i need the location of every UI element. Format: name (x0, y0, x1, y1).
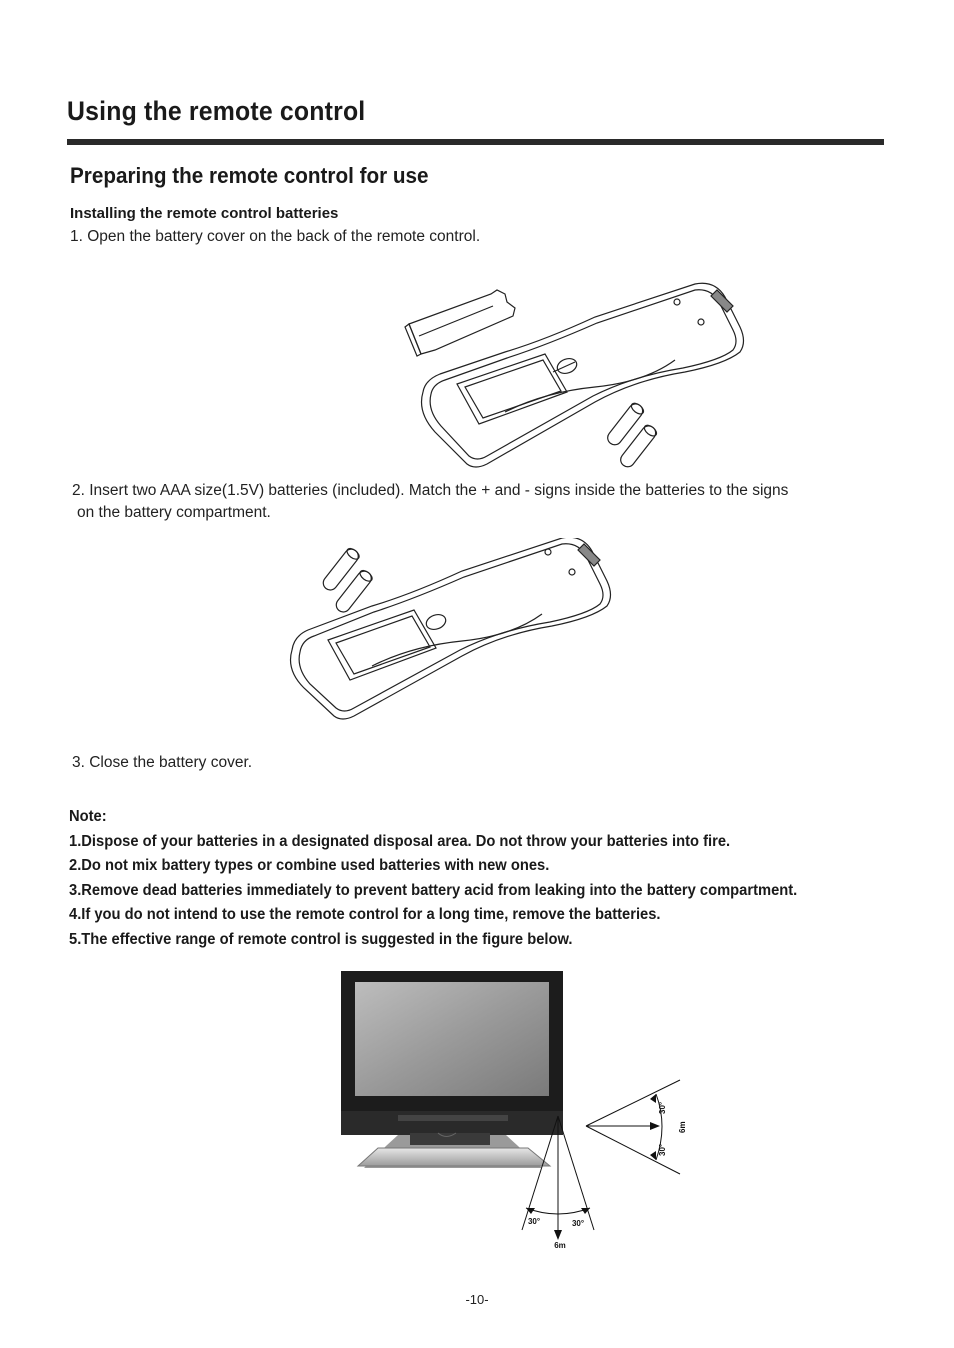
page-number: -10- (465, 1292, 489, 1307)
remote-insert-batteries-illustration (280, 538, 625, 723)
horizontal-range-diagram (586, 1080, 680, 1174)
step-3: 3. Close the battery cover. (72, 754, 253, 771)
note-item-5: 5.The effective range of remote control is suggested in the figure below. (69, 930, 573, 948)
note-heading: Note: (69, 808, 107, 825)
step-1: 1. Open the battery cover on the back of the remote control. (70, 228, 481, 245)
page-title: Using the remote control (67, 96, 366, 126)
distance-label-bottom: 6m (554, 1241, 566, 1250)
note-item-2: 2.Do not mix battery types or combine used batteries with new ones. (69, 857, 550, 874)
section-title: Preparing the remote control for use (70, 163, 429, 188)
note-item-1: 1.Dispose of your batteries in a designated disposal area. Do not throw your batteries into fire. (69, 832, 731, 850)
note-item-4: 4.If you do not intend to use the remote control for a long time, remove the batteries. (69, 906, 661, 923)
subsection-title: Installing the remote control batteries (70, 205, 339, 222)
angle-label-bottom-left: 30° (527, 1217, 541, 1226)
tv-illustration (341, 971, 563, 1168)
remote-open-cover-illustration (395, 272, 755, 472)
angle-label-right-top: 30° (658, 1101, 667, 1114)
note-block (69, 805, 797, 952)
title-rule (67, 139, 884, 145)
angle-label-bottom-right: 30° (571, 1219, 585, 1228)
distance-label-right: 6m (678, 1121, 687, 1133)
step-2-line-1: 2. Insert two AAA size(1.5V) batteries (included). Match the + and - signs inside the batteries to the signs (72, 482, 789, 499)
angle-label-right-bottom: 30° (658, 1143, 667, 1156)
remote-range-figure (338, 968, 698, 1253)
note-item-3: 3.Remove dead batteries immediately to prevent battery acid from leaking into the battery compartment. (69, 881, 798, 899)
step-2-line-2: on the battery compartment. (77, 504, 271, 521)
